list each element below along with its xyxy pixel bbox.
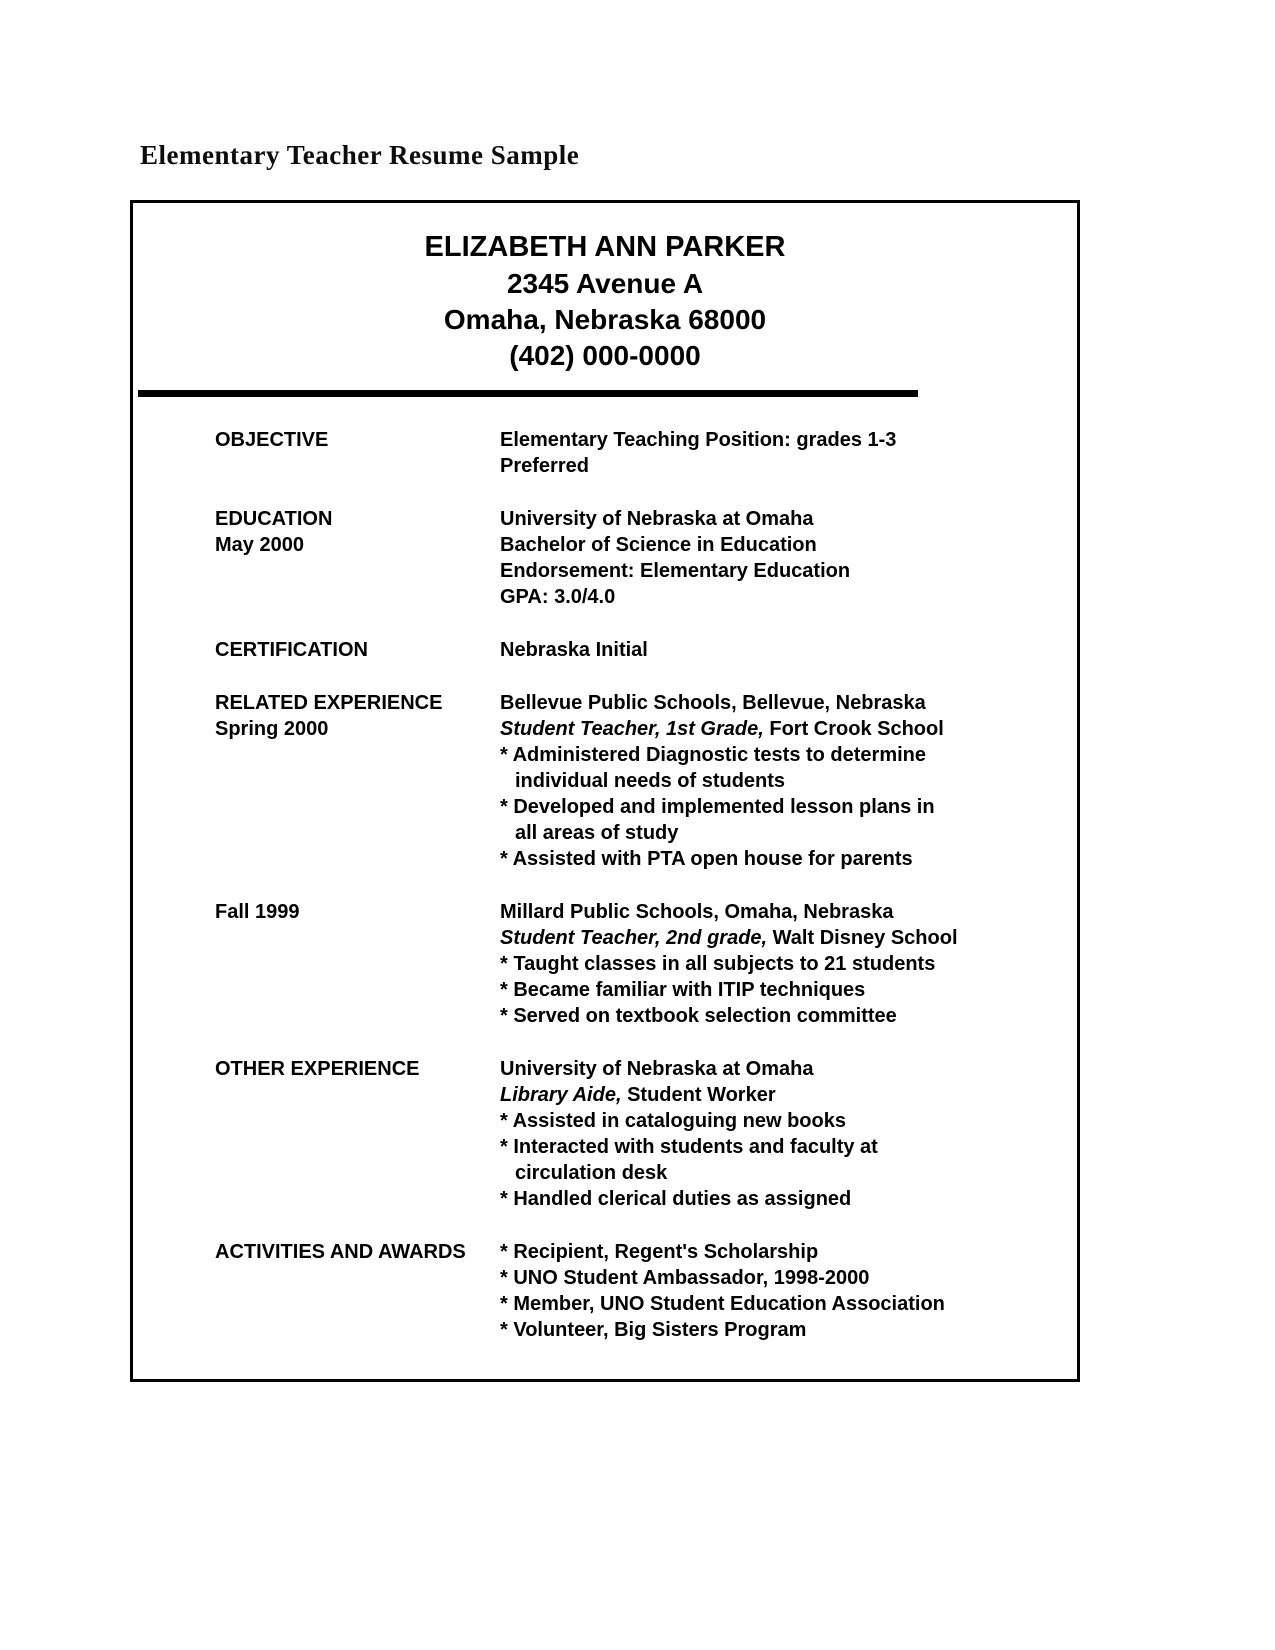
content-segment: * Handled clerical duties as assigned	[500, 1188, 852, 1210]
content-segment: * Member, UNO Student Education Association	[500, 1293, 945, 1315]
content-segment: circulation desk	[515, 1162, 668, 1184]
section-row	[215, 506, 1047, 610]
content-line	[500, 1317, 1047, 1343]
content-segment: * Became familiar with ITIP techniques	[500, 979, 866, 1001]
content-segment: Bellevue Public Schools, Bellevue, Nebraska	[500, 692, 926, 714]
content-segment: Nebraska Initial	[500, 639, 648, 661]
section-content	[500, 506, 1047, 610]
content-line	[500, 716, 1047, 742]
section-label-line: RELATED EXPERIENCE	[215, 692, 443, 714]
section-label	[215, 1056, 500, 1212]
section-label-line: EDUCATION	[215, 508, 333, 530]
section-row	[215, 899, 1047, 1029]
content-line	[500, 899, 1047, 925]
section-label-line: OBJECTIVE	[215, 429, 329, 451]
content-line	[500, 1108, 1047, 1134]
content-segment: * Recipient, Regent's Scholarship	[500, 1241, 819, 1263]
content-segment: * Served on textbook selection committee	[500, 1005, 897, 1027]
content-line	[500, 820, 1047, 846]
section-label-line: Spring 2000	[215, 718, 329, 740]
content-segment: Elementary Teaching Position: grades 1-3	[500, 429, 897, 451]
content-segment: * Taught classes in all subjects to 21 students	[500, 953, 936, 975]
content-segment: Fort Crook School	[763, 718, 944, 740]
section-content	[500, 899, 1047, 1029]
content-line	[500, 558, 1047, 584]
page-title: Elementary Teacher Resume Sample	[140, 140, 580, 170]
header-divider	[138, 390, 918, 397]
section-label	[215, 637, 500, 663]
content-line	[500, 768, 1047, 794]
content-line	[500, 690, 1047, 716]
section-label	[215, 427, 500, 479]
content-segment: * Assisted with PTA open house for parents	[500, 848, 913, 870]
section-row	[215, 637, 1047, 663]
section-label-line: May 2000	[215, 534, 304, 556]
resume-header	[133, 203, 1077, 374]
content-segment: individual needs of students	[515, 770, 786, 792]
content-line	[500, 742, 1047, 768]
content-segment: * UNO Student Ambassador, 1998-2000	[500, 1267, 870, 1289]
content-segment-italic: Student Teacher, 1st Grade,	[500, 718, 764, 740]
content-line	[500, 1239, 1047, 1265]
content-segment: University of Nebraska at Omaha	[500, 508, 814, 530]
content-line	[500, 1291, 1047, 1317]
content-segment: University of Nebraska at Omaha	[500, 1058, 814, 1080]
section-row	[215, 427, 1047, 479]
content-line	[500, 637, 1047, 663]
content-segment: Endorsement: Elementary Education	[500, 560, 851, 582]
content-segment-italic: Student Teacher, 2nd grade,	[500, 927, 768, 949]
content-segment: * Assisted in cataloguing new books	[500, 1110, 846, 1132]
content-segment: * Volunteer, Big Sisters Program	[500, 1319, 807, 1341]
section-label-line: ACTIVITIES AND AWARDS	[215, 1241, 466, 1263]
content-line	[500, 846, 1047, 872]
section-label	[215, 899, 500, 1029]
person-name: ELIZABETH ANN PARKER	[424, 231, 786, 263]
content-segment: * Developed and implemented lesson plans in	[500, 796, 935, 818]
resume-sections	[133, 397, 1077, 1343]
content-segment: Student Worker	[621, 1084, 776, 1106]
content-segment: all areas of study	[515, 822, 679, 844]
content-line	[500, 1082, 1047, 1108]
street-address: 2345 Avenue A	[506, 268, 704, 299]
content-line	[500, 453, 1047, 479]
content-segment: Bachelor of Science in Education	[500, 534, 817, 556]
content-line	[500, 532, 1047, 558]
section-content	[500, 637, 1047, 663]
section-label	[215, 690, 500, 872]
content-line	[500, 925, 1047, 951]
content-segment: * Administered Diagnostic tests to determine	[500, 744, 927, 766]
content-line	[500, 977, 1047, 1003]
section-label-line: OTHER EXPERIENCE	[215, 1058, 420, 1080]
section-content	[500, 1056, 1047, 1212]
content-line	[500, 584, 1047, 610]
content-line	[500, 427, 1047, 453]
content-line	[500, 1186, 1047, 1212]
content-line	[500, 1056, 1047, 1082]
section-row	[215, 1239, 1047, 1343]
content-line	[500, 1134, 1047, 1160]
content-line	[500, 1003, 1047, 1029]
content-segment: Millard Public Schools, Omaha, Nebraska	[500, 901, 894, 923]
content-segment: * Interacted with students and faculty at	[500, 1136, 878, 1158]
city-state-zip: Omaha, Nebraska 68000	[443, 304, 767, 335]
section-content	[500, 427, 1047, 479]
resume-box	[130, 200, 1080, 1382]
section-label	[215, 506, 500, 610]
content-segment: Walt Disney School	[767, 927, 958, 949]
section-label-line: CERTIFICATION	[215, 639, 368, 661]
section-content	[500, 690, 1047, 872]
section-row	[215, 1056, 1047, 1212]
section-label	[215, 1239, 500, 1343]
section-row	[215, 690, 1047, 872]
content-line	[500, 1265, 1047, 1291]
content-segment: GPA: 3.0/4.0	[500, 586, 616, 608]
phone-number: (402) 000-0000	[509, 340, 701, 371]
section-label-line: Fall 1999	[215, 901, 300, 923]
content-line	[500, 506, 1047, 532]
content-line	[500, 794, 1047, 820]
section-content	[500, 1239, 1047, 1343]
content-line	[500, 1160, 1047, 1186]
content-segment-italic: Library Aide,	[500, 1084, 622, 1106]
content-segment: Preferred	[500, 455, 589, 477]
content-line	[500, 951, 1047, 977]
